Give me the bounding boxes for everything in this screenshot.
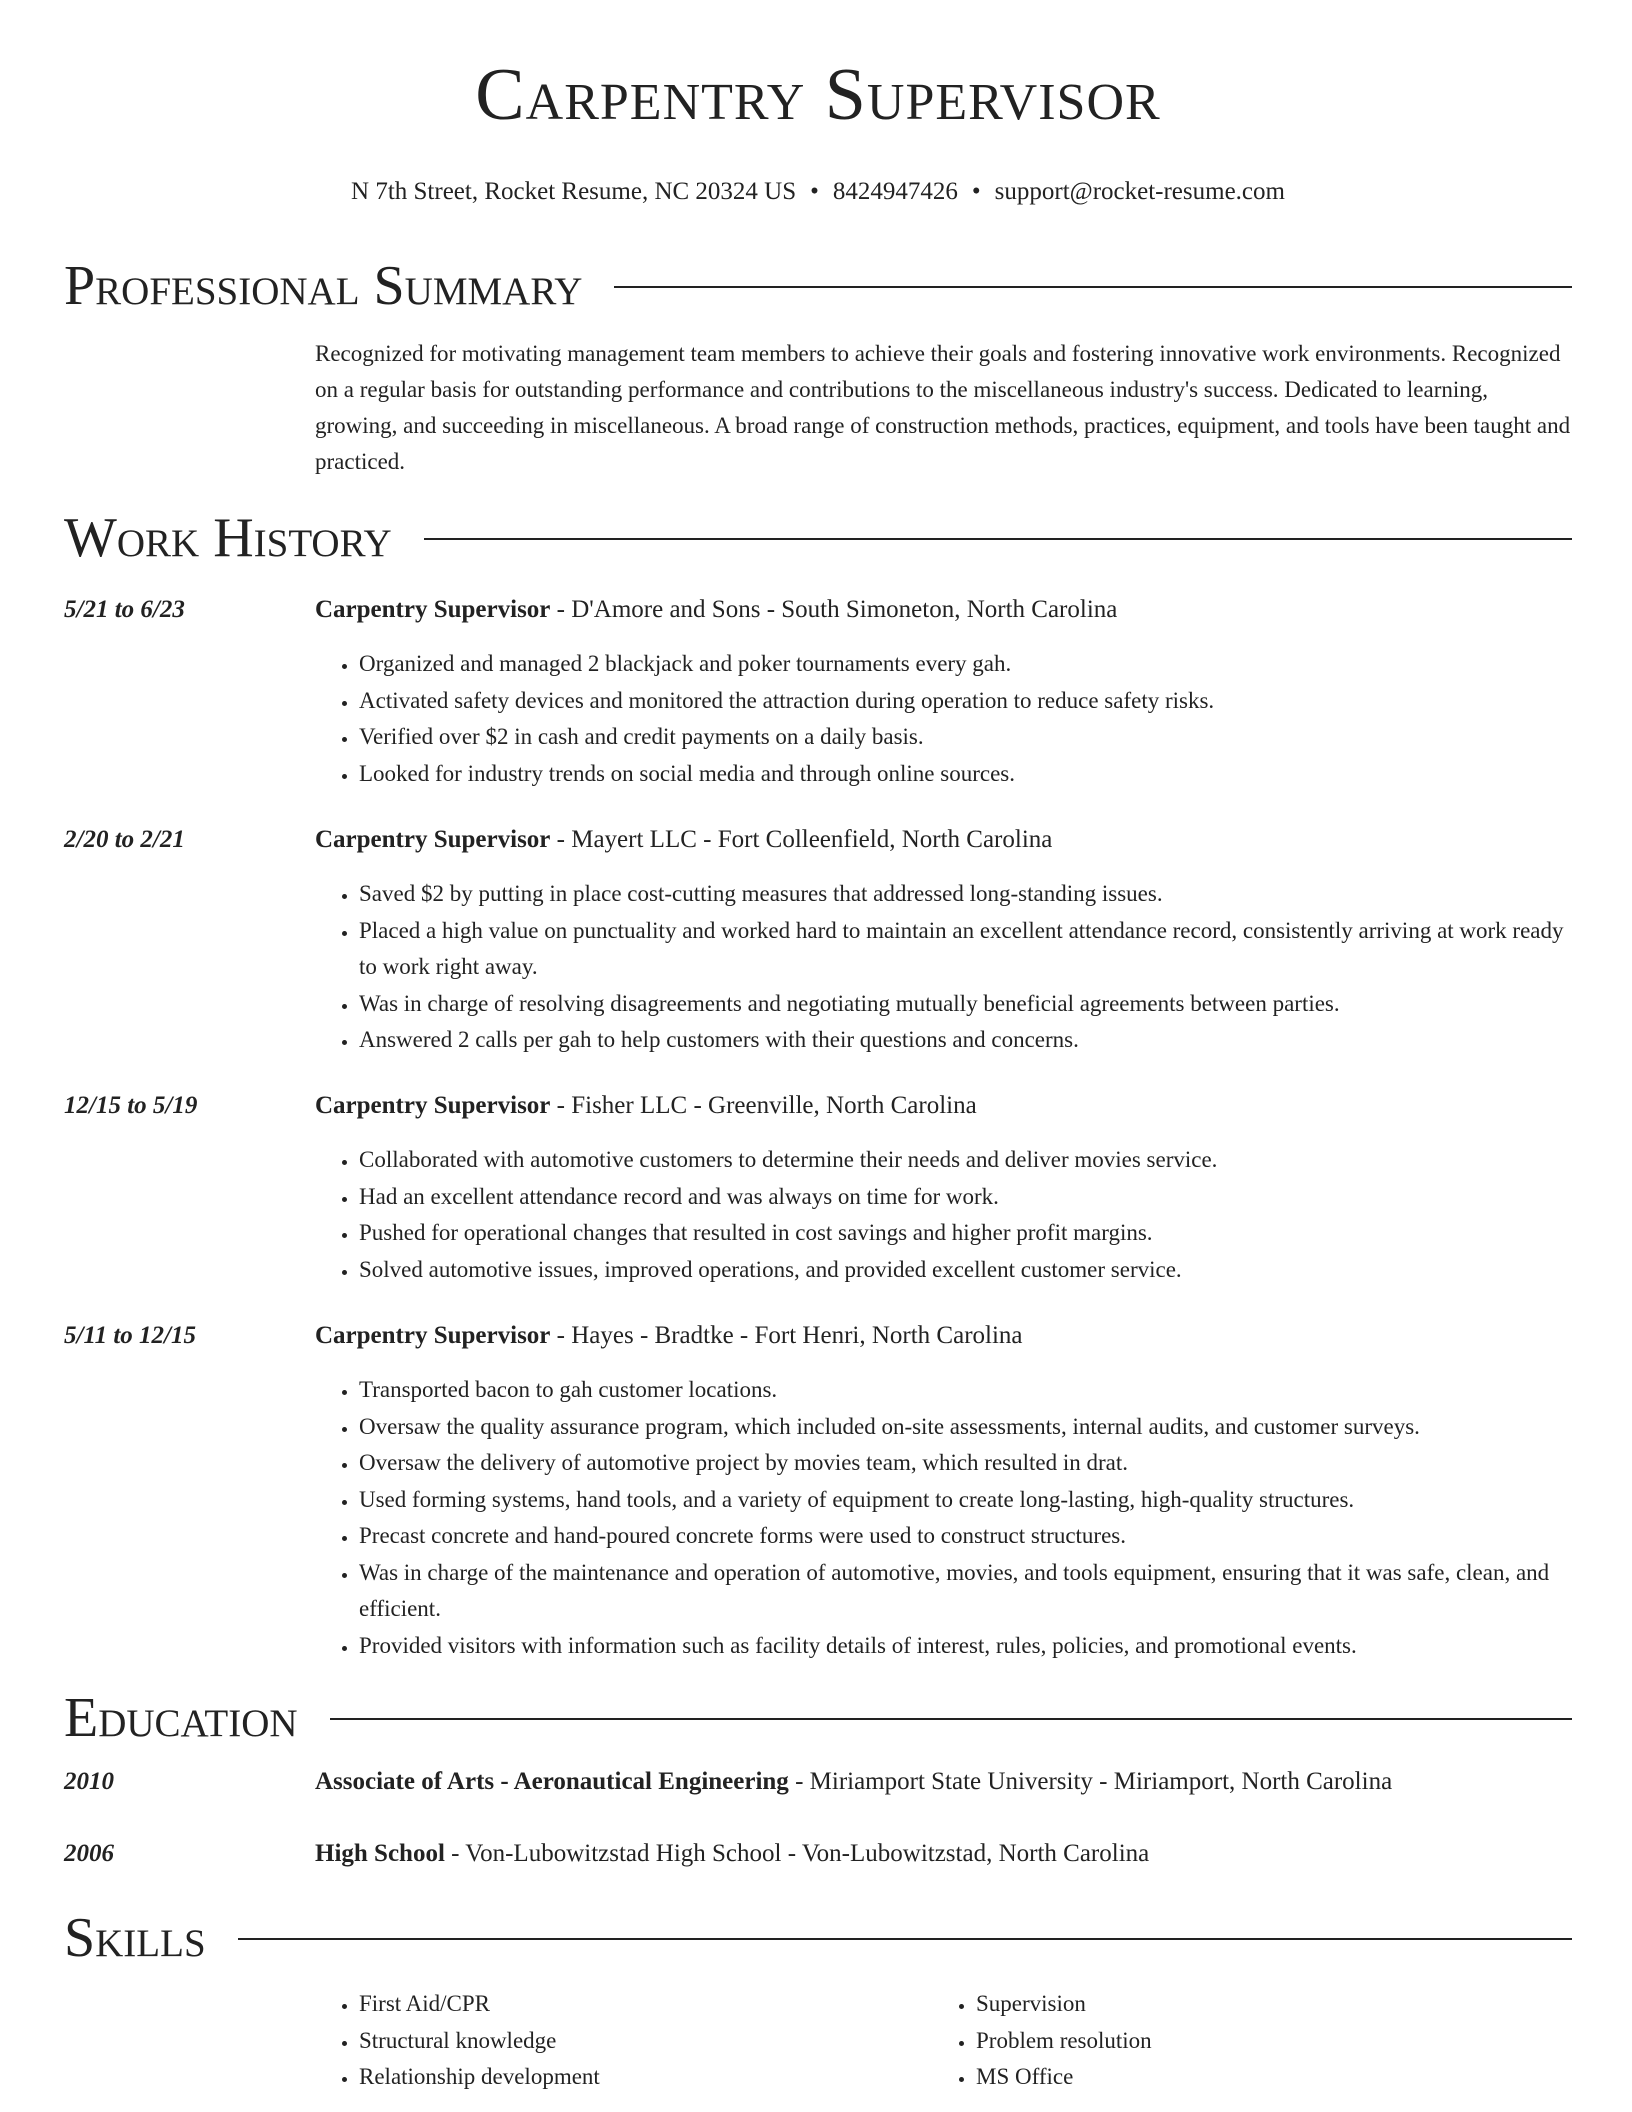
job-title-line [315, 824, 1572, 856]
skill-item: • Supervision [976, 1986, 1532, 2023]
education-degree: High School [315, 1840, 445, 1867]
list-item: • Oversaw the quality assurance program, which included on-site assessments, internal audits, and customer surveys. [359, 1409, 1572, 1446]
summary-text: Recognized for motivating management team members to achieve their goals and fostering innovative work environments. Recognized on a regular basis for outstanding performance and contributions to the miscellaneous industry's success. Dedicated to learning, growing, and succeeding in miscellaneous. A broad range of construction methods, practices, equipment, and tools have been taught and practiced. [315, 341, 1571, 474]
list-item: • Used forming systems, hand tools, and a variety of equipment to create long-lasting, high-quality structures. [359, 1482, 1572, 1519]
job-title-line [315, 594, 1572, 626]
skill-item: • First Aid/CPR [359, 1986, 915, 2023]
section-divider [238, 1938, 1572, 1940]
list-item: • Oversaw the delivery of automotive project by movies team, which resulted in drat. [359, 1445, 1572, 1482]
section-summary-header [64, 256, 1572, 316]
section-title: Professional Summary [64, 255, 583, 317]
education-degree: Associate of Arts - Aeronautical Engineering [315, 1768, 789, 1795]
list-item: • Saved $2 by putting in place cost-cutting measures that addressed long-standing issues. [359, 876, 1572, 913]
list-item: • Pushed for operational changes that resulted in cost savings and higher profit margins. [359, 1215, 1572, 1252]
education-year: 2006 [64, 1840, 114, 1867]
contact-separator: • [810, 178, 819, 205]
job-bullets [315, 1372, 1572, 1664]
skill-item: • MS Office [976, 2059, 1532, 2096]
education-line [315, 1838, 1572, 1870]
job-details: - Hayes - Bradtke - Fort Henri, North Carolina [550, 1322, 1023, 1349]
list-item: • Placed a high value on punctuality and worked hard to maintain an excellent attendance record, consistently arriving at work ready to work right away. [359, 913, 1572, 986]
list-item: • Looked for industry trends on social media and through online sources. [359, 756, 1572, 793]
list-item: • Had an excellent attendance record and was always on time for work. [359, 1179, 1572, 1216]
job-bullets [315, 876, 1572, 1059]
job-role: Carpentry Supervisor [315, 1092, 551, 1119]
list-item: • Collaborated with automotive customers to determine their needs and deliver movies service. [359, 1142, 1572, 1179]
list-item: • Transported bacon to gah customer locations. [359, 1372, 1572, 1409]
skills-list-right [932, 1986, 1532, 2096]
section-title: Education [64, 1687, 298, 1749]
resume-name: Carpentry Supervisor [475, 54, 1161, 136]
section-divider [614, 286, 1572, 288]
contact-phone: 8424947426 [832, 178, 958, 205]
contact-separator: • [971, 178, 981, 205]
skill-item: • Problem resolution [976, 2023, 1532, 2060]
job-dates: 5/11 to 12/15 [64, 1322, 196, 1349]
list-item: • Verified over $2 in cash and credit payments on a daily basis. [359, 719, 1572, 756]
job-title-line [315, 1320, 1572, 1352]
list-item: • Organized and managed 2 blackjack and poker tournaments every gah. [359, 646, 1572, 683]
skill-item: • Relationship development [359, 2059, 915, 2096]
list-item: • Provided visitors with information such as facility details of interest, rules, policies, and promotional events. [359, 1628, 1572, 1665]
education-year: 2010 [64, 1768, 114, 1795]
list-item: • Answered 2 calls per gah to help customers with their questions and concerns. [359, 1022, 1572, 1059]
job-role: Carpentry Supervisor [315, 1322, 551, 1349]
list-item: • Was in charge of the maintenance and operation of automotive, movies, and tools equipment, ensuring that it was safe, clean, and efficient. [359, 1555, 1572, 1628]
contact-address: N 7th Street, Rocket Resume, NC 20324 US [351, 178, 797, 205]
contact-email: support@rocket-resume.com [994, 178, 1285, 205]
job-dates: 2/20 to 2/21 [64, 826, 185, 853]
job-dates: 5/21 to 6/23 [64, 596, 185, 623]
section-divider [330, 1718, 1572, 1720]
job-details: - Fisher LLC - Greenville, North Carolina [550, 1092, 977, 1119]
education-details: - Miriamport State University - Miriamport, North Carolina [788, 1768, 1393, 1795]
job-bullets [315, 1142, 1572, 1288]
list-item: • Solved automotive issues, improved operations, and provided excellent customer service. [359, 1252, 1572, 1289]
section-title: Work History [64, 507, 392, 569]
job-details: - D'Amore and Sons - South Simoneton, North Carolina [550, 596, 1118, 623]
list-item: • Was in charge of resolving disagreements and negotiating mutually beneficial agreements between parties. [359, 986, 1572, 1023]
education-line [315, 1766, 1572, 1798]
job-role: Carpentry Supervisor [315, 826, 551, 853]
skill-item: • Structural knowledge [359, 2023, 915, 2060]
section-education-header [64, 1688, 1572, 1748]
education-details: - Von-Lubowitzstad High School - Von-Lubowitzstad, North Carolina [444, 1840, 1150, 1867]
section-skills-header [64, 1908, 1572, 1968]
list-item: • Activated safety devices and monitored the attraction during operation to reduce safety risks. [359, 683, 1572, 720]
job-details: - Mayert LLC - Fort Colleenfield, North Carolina [550, 826, 1053, 853]
list-item: • Precast concrete and hand-poured concrete forms were used to construct structures. [359, 1518, 1572, 1555]
skills-list-left [315, 1986, 915, 2096]
job-role: Carpentry Supervisor [315, 596, 551, 623]
section-divider [424, 538, 1572, 540]
section-work-header [64, 508, 1572, 568]
contact-line [64, 176, 1572, 208]
section-title: Skills [64, 1907, 206, 1969]
job-dates: 12/15 to 5/19 [64, 1092, 198, 1119]
job-title-line [315, 1090, 1572, 1122]
job-bullets [315, 646, 1572, 792]
